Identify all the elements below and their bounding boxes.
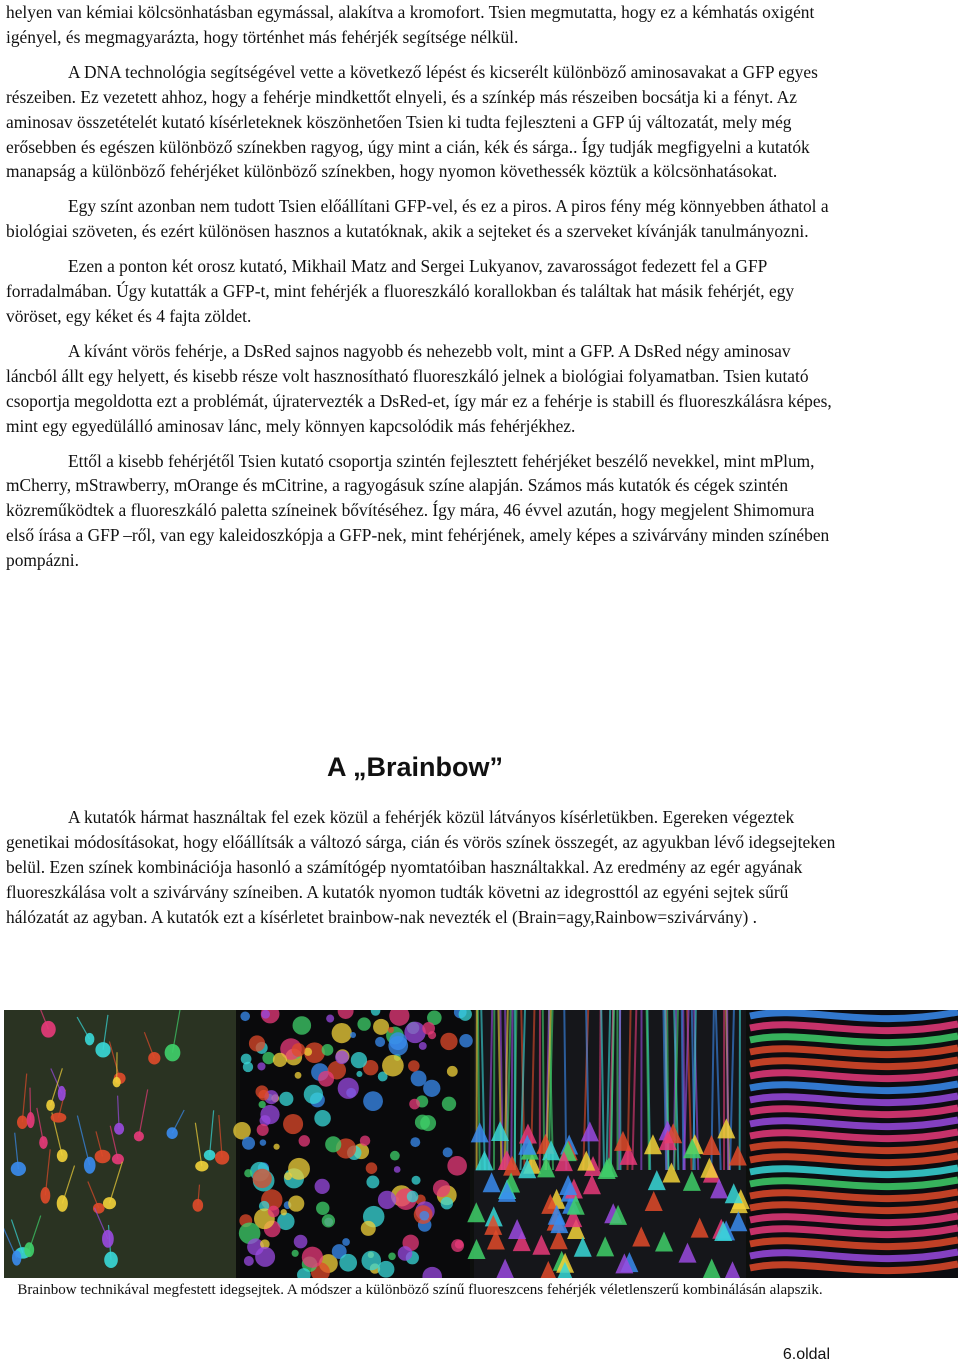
brainbow-image <box>4 1010 958 1278</box>
paragraph-4: Ezen a ponton két orosz kutató, Mikhail Matz and Sergei Lukyanov, zavarosságot fedezett fel a GFP forradalmában. Úgy kutatták a GFP-t, mint fehérjék a fluoreszkáló korallokban és találtak hat másik fehérjét, egy vöröset, egy kéket és 4 fajta zöldet. <box>6 256 795 326</box>
paragraph-5: A kívánt vörös fehérje, a DsRed sajnos nagyobb és nehezebb volt, mint a GFP. A DsRed négy aminosav láncból állt egy helyett, és kisebb része volt hasznosítható fluoreszkáló jelnek a biológiai folyamatban. Tsien kutató csoportja megoldotta ezt a problémát, újratervezték a DsRed-et, így már ez a fehérje is stabill és fluoreszkálásra képes, mint egy egyedülálló aminosav lánc, mely könnyen kapcsolódik más fehérjékhez. <box>6 340 832 436</box>
paragraph-3: Egy színt azonban nem tudott Tsien előállítani GFP-vel, és ez a piros. A piros fény még könnyebben áthatol a biológiai szöveten, és ezért különösen hasznos a kutatóknak, akik a sejteket és a szerveket kívánják tanulmányozni. <box>6 196 829 242</box>
section-heading: A „Brainbow” <box>326 752 503 782</box>
page-number: 6.oldal <box>782 1346 830 1363</box>
paragraph-1: helyen van kémiai kölcsönhatásban egymással, alakítva a kromofort. Tsien megmutatta, hogy ez a kémhatás oxigént igényel, és megmagyarázta, hogy történhet más fehérjék segítsége nélkül. <box>6 2 815 47</box>
figure-caption: Brainbow technikával megfestett idegsejtek. A módszer a különböző színű fluoreszcens fehérjék véletlenszerű kombinálásán alapszik. <box>17 1282 823 1298</box>
brainbow-figure <box>4 1010 958 1278</box>
paragraph-brainbow: A kutatók hármat használtak fel ezek közül a fehérjék közül látványos kísérletükben. Egereken végeztek genetikai módosításokat, hogy előállítsák a változó sárga, cián és vörös színek összegét, az agyukban lévő idegsejteken belül. Ezen színek kombinációja hasonló a számítógép nyomtatóiban használtakkal. Az eredmény az egér agyának fluoreszkálása volt a szivárvány színeiben. A kutatók nyomon tudták követni az idegrosttól az egyéni sejtek sűrű hálózatát az agyban. A kutatók ezt a kísérletet brainbow-nak nevezték el (Brain=agy,Rainbow=szivárvány) . <box>6 807 836 927</box>
body-text-brainbow <box>6 805 836 930</box>
paragraph-6: Ettől a kisebb fehérjétől Tsien kutató csoportja szintén fejlesztett fehérjéket beszélő nevekkel, mint mPlum, mCherry, mStrawberry, mOrange és mCitrine, a ragyogásuk színe alapján. Számos más kutatók és cégek szintén közreműködtek a fluoreszkáló paletta színeinek bővítéséhez. Így mára, 46 évvel azután, hogy megjelent Shimomura első írása a GFP –ről, van egy kaleidoszkópja a GFP-nek, mint fehérjének, amely képes a szivárvány minden színében pompázni. <box>6 450 830 571</box>
paragraph-2: A DNA technológia segítségével vette a következő lépést és kicserélt különböző aminosavakat a GFP egyes részeiben. Ez vezetett ahhoz, hogy a fehérje mindkettőt elnyeli, és a színkép más részeiben bocsátja ki a fényt. Az aminosav összetételét kutató kísérleteknek köszönhetően Tsien ki tudta fejleszteni a GFP új változatát, mely még erősebben és egészen különböző színekben ragyog, úgy mint a cián, kék és sárga.. Így tudják megfigyelni a kutatók manapság a különböző fehérjéket különböző színekben, hogy nyomon követhessék köztük a kölcsönhatásokat. <box>6 61 818 182</box>
body-text-top <box>6 0 836 583</box>
